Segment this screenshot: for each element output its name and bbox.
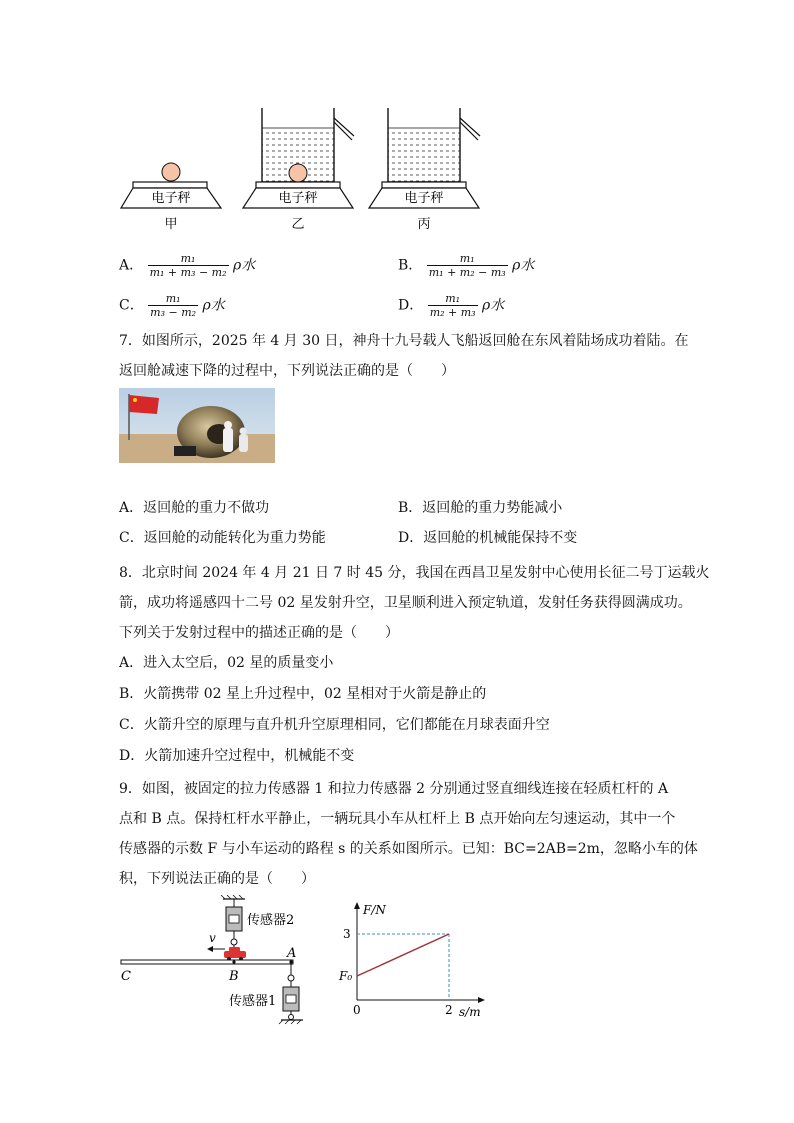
q8-option-b: B．火箭携带 02 星上升过程中，02 星相对于火箭是静止的: [119, 686, 487, 702]
q8-stem-line2: 箭，成功将遥感四十二号 02 星发射升空，卫星顺利进入预定轨道，发射任务获得圆满成功。: [119, 595, 692, 611]
scale-figure: [115, 100, 535, 240]
sensor2-label: 传感器2: [247, 913, 295, 928]
x-tick-2: 2: [445, 1003, 453, 1017]
rho-water: ρ水: [512, 257, 535, 274]
y-axis-label: F/N: [363, 903, 386, 917]
toy-car: [224, 947, 246, 961]
q9-stem-line2: 点和 B 点。保持杠杆水平静止，一辆玩具小车从杠杆上 B 点开始向左匀速运动，其中一个: [119, 811, 676, 827]
force-distance-chart: [335, 900, 495, 1020]
option-label: B．: [398, 257, 423, 274]
fraction: $\frac{\text{m₁}}{\text{m₁ + m₂ − m₃}}$: [428, 252, 506, 279]
scale-label-bing: 电子秤: [404, 191, 444, 206]
scale-jia: [121, 163, 221, 232]
ball-jia: [162, 163, 180, 181]
y-tick-3: 3: [343, 927, 351, 941]
option-label: C．: [119, 297, 144, 314]
point-a: A: [287, 946, 297, 961]
q8-stem-line1: 8．北京时间 2024 年 4 月 21 日 7 时 45 分，我国在西昌卫星发射中心使用长征二号丁运载火: [119, 565, 710, 581]
q7-stem-line2: 返回舱减速下降的过程中，下列说法正确的是（ ）: [119, 363, 455, 379]
q6-option-d: [398, 292, 504, 319]
q6-option-a: [119, 252, 255, 279]
q7-option-a: A．返回舱的重力不做功: [119, 500, 270, 516]
scale-bing: [369, 108, 480, 232]
point-c: C: [121, 969, 131, 984]
q7-option-d: D．返回舱的机械能保持不变: [398, 530, 578, 546]
caption-yi: 乙: [291, 217, 305, 232]
q9-stem-line4: 积，下列说法正确的是（ ）: [119, 871, 315, 887]
q8-option-a: A．进入太空后，02 星的质量变小: [119, 655, 334, 671]
x-tick-0: 0: [353, 1003, 361, 1017]
scale-label-yi: 电子秤: [278, 191, 318, 206]
ball-yi: [289, 164, 307, 182]
q7-stem-line1: 7．如图所示，2025 年 4 月 30 日，神舟十九号载人飞船返回舱在东风着陆场成功着陆。在: [119, 333, 689, 349]
rho-water: ρ水: [482, 297, 505, 314]
fraction: $\frac{\text{m₁}}{\text{m₂ + m₃}}$: [429, 292, 476, 319]
scale-yi: [243, 108, 354, 232]
rho-water: ρ水: [202, 297, 225, 314]
sensor1-label: 传感器1: [229, 994, 277, 1009]
fraction: $\frac{\text{m₁}}{\text{m₁ + m₃ − m₂}}$: [149, 252, 227, 279]
caption-jia: 甲: [164, 217, 178, 232]
option-label: A．: [119, 257, 144, 274]
point-b: B: [229, 969, 239, 984]
q9-stem-line3: 传感器的示数 F 与小车运动的路程 s 的关系如图所示。已知：BC=2AB=2m，忽略小车的体: [119, 841, 698, 857]
q7-option-b: B．返回舱的重力势能减小: [398, 500, 563, 516]
fraction: $\frac{\text{m₁}}{\text{m₃ − m₂}}$: [150, 292, 197, 319]
caption-bing: 丙: [417, 217, 431, 232]
lever-figure: [115, 895, 315, 1025]
q8-option-d: D．火箭加速升空过程中，机械能不变: [119, 748, 355, 764]
lever-bar: [121, 960, 293, 964]
rho-water: ρ水: [232, 257, 256, 274]
q8-stem-line3: 下列关于发射过程中的描述正确的是（ ）: [119, 625, 399, 641]
q6-option-c: [119, 292, 225, 319]
q8-option-c: C．火箭升空的原理与直升机升空原理相同，它们都能在月球表面升空: [119, 717, 550, 733]
q6-option-b: [398, 252, 534, 279]
velocity-label: v: [209, 931, 216, 945]
capsule-photo: [119, 388, 275, 463]
q9-stem-line1: 9．如图，被固定的拉力传感器 1 和拉力传感器 2 分别通过竖直细线连接在轻质杠杆的 A: [119, 781, 669, 797]
q7-option-c: C．返回舱的动能转化为重力势能: [119, 530, 326, 546]
series-line: [357, 934, 449, 976]
option-label: D．: [398, 297, 424, 314]
y-tick-f0: F₀: [339, 969, 353, 983]
x-axis-label: s/m: [459, 1005, 481, 1019]
scale-label-jia: 电子秤: [151, 191, 191, 206]
